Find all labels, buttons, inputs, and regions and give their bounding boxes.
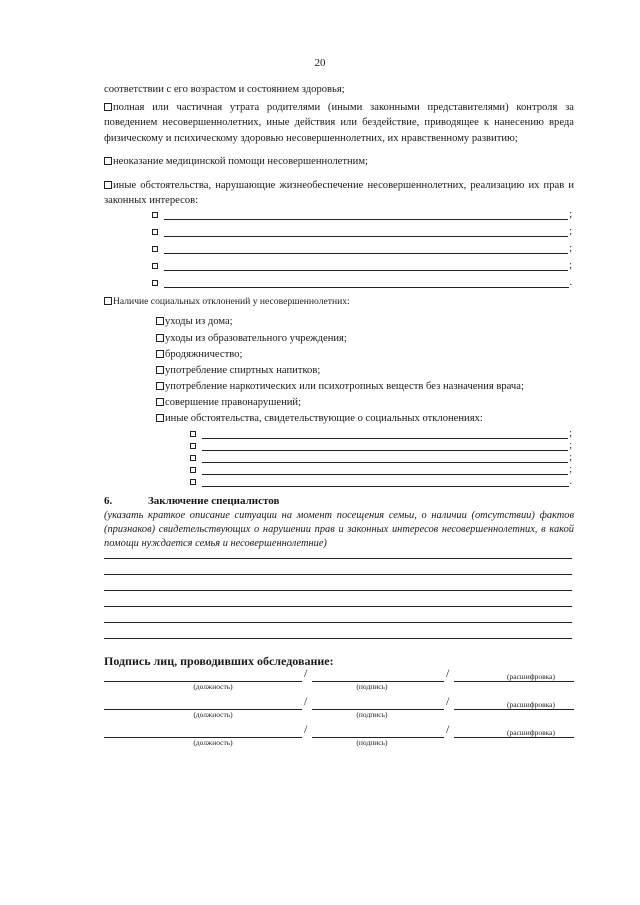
- position-field[interactable]: [104, 725, 302, 738]
- line-ending: .: [569, 476, 572, 487]
- page-number: 20: [314, 57, 326, 69]
- blank-line[interactable]: [164, 260, 568, 271]
- caption-decoding: (расшифровка): [507, 700, 555, 709]
- line-ending: ;: [569, 464, 572, 475]
- blank-line[interactable]: [164, 277, 569, 288]
- separator: /: [304, 722, 308, 736]
- conclusion-line[interactable]: [104, 558, 572, 559]
- line-ending: ;: [569, 226, 572, 237]
- conclusion-line[interactable]: [104, 606, 572, 607]
- caption-position: (должность): [193, 738, 233, 747]
- blank-line[interactable]: [164, 226, 568, 237]
- checkbox-paragraph-text: иные обстоятельства, нарушающие жизнеобеспечение несовершеннолетних, реализацию их прав и законных интересов:: [104, 180, 574, 207]
- checkbox[interactable]: [156, 382, 164, 390]
- checkbox-paragraph-other-circumstances: [104, 178, 574, 209]
- social-deviations-heading: Наличие социальных отклонений у несовершеннолетних:: [113, 296, 350, 307]
- line-ending: .: [569, 277, 572, 288]
- list-item: [156, 331, 347, 346]
- checkbox[interactable]: [156, 317, 164, 325]
- checkbox-social-deviations[interactable]: [104, 297, 112, 305]
- list-item: [156, 347, 242, 362]
- list-item-label: употребление наркотических или психотропных веществ без назначения врача;: [165, 381, 524, 392]
- blank-line-item: [152, 274, 572, 288]
- line-ending: ;: [569, 243, 572, 254]
- checkbox[interactable]: [190, 479, 196, 485]
- list-item-label: совершение правонарушений;: [165, 397, 302, 408]
- checkbox[interactable]: [156, 334, 164, 342]
- signatures-title: Подпись лиц, проводивших обследование:: [104, 654, 334, 668]
- checkbox[interactable]: [152, 263, 158, 269]
- checkbox[interactable]: [152, 212, 158, 218]
- caption-signature: (подпись): [356, 682, 388, 691]
- section-number: 6.: [104, 495, 113, 507]
- blank-line-item: [152, 223, 572, 237]
- separator: /: [446, 666, 450, 680]
- checkbox[interactable]: [156, 398, 164, 406]
- checkbox[interactable]: [152, 246, 158, 252]
- checkbox[interactable]: [156, 366, 164, 374]
- position-field[interactable]: [104, 697, 302, 710]
- caption-signature: (подпись): [356, 710, 388, 719]
- conclusion-line[interactable]: [104, 590, 572, 591]
- conclusion-line[interactable]: [104, 622, 572, 623]
- list-item-label: употребление спиртных напитков;: [165, 365, 321, 376]
- line-ending: ;: [569, 209, 572, 220]
- blank-line[interactable]: [202, 476, 569, 487]
- blank-line-item: [152, 257, 572, 271]
- line-ending: ;: [569, 452, 572, 463]
- signature-field[interactable]: [312, 697, 444, 710]
- list-item-label: уходы из дома;: [165, 316, 233, 327]
- checkbox[interactable]: [156, 414, 164, 422]
- list-item: [156, 314, 233, 329]
- signature-row: [104, 722, 574, 751]
- blank-line[interactable]: [164, 243, 568, 254]
- caption-position: (должность): [193, 710, 233, 719]
- conclusion-line[interactable]: [104, 574, 572, 575]
- blank-line-item: [152, 240, 572, 254]
- signature-field[interactable]: [312, 725, 444, 738]
- checkbox-other-circumstances[interactable]: [104, 181, 112, 189]
- line-ending: ;: [569, 260, 572, 271]
- checkbox[interactable]: [152, 280, 158, 286]
- blank-line[interactable]: [164, 209, 568, 220]
- section-title: Заключение специалистов: [148, 495, 280, 507]
- caption-decoding: (расшифровка): [507, 672, 555, 681]
- checkbox[interactable]: [152, 229, 158, 235]
- separator: /: [446, 722, 450, 736]
- checkbox-paragraph-no-medical-help: [104, 154, 574, 169]
- blank-line-item: [152, 206, 572, 220]
- list-item: [156, 395, 301, 410]
- checkbox-paragraph-control-loss: [104, 100, 574, 146]
- checkbox-paragraph-text: полная или частичная утрата родителями (иными законными представителями) контроля за поведением несовершеннолетних, иные действия или бездействие, приводящее к нанесению вреда физическому и психическому здоровью несовершеннолетних, их нравственному развитию;: [104, 102, 574, 144]
- separator: /: [304, 666, 308, 680]
- separator: /: [446, 694, 450, 708]
- checkbox-paragraph-text: неоказание медицинской помощи несовершеннолетним;: [113, 156, 368, 167]
- conclusion-line[interactable]: [104, 638, 572, 639]
- section-instruction: (указать краткое описание ситуации на момент посещения семьи, о наличии (отсутствии) фактов (признаков) свидетельствующих о нарушении прав и законных интересов несовершеннолетних, в какой помощи нуждается семья и несовершеннолетние): [104, 510, 574, 550]
- blank-line-item: [190, 473, 572, 487]
- line-ending: ;: [569, 428, 572, 439]
- caption-position: (должность): [193, 682, 233, 691]
- list-item-label: уходы из образовательного учреждения;: [165, 333, 347, 344]
- checkbox[interactable]: [156, 350, 164, 358]
- caption-signature: (подпись): [356, 738, 388, 747]
- checkbox-no-medical-help[interactable]: [104, 157, 112, 165]
- signature-row: [104, 666, 574, 695]
- section-heading: [104, 494, 279, 510]
- intro-continuation: соответствии с его возрастом и состоянием здоровья;: [104, 84, 345, 95]
- list-item-label: иные обстоятельства, свидетельствующие о социальных отклонениях:: [165, 413, 483, 424]
- position-field[interactable]: [104, 669, 302, 682]
- list-item: [156, 379, 524, 394]
- separator: /: [304, 694, 308, 708]
- signature-row: [104, 694, 574, 723]
- signature-field[interactable]: [312, 669, 444, 682]
- line-ending: ;: [569, 440, 572, 451]
- list-item-label: бродяжничество;: [165, 349, 243, 360]
- checkbox-control-loss[interactable]: [104, 103, 112, 111]
- caption-decoding: (расшифровка): [507, 728, 555, 737]
- social-deviations-heading-row: [104, 295, 574, 309]
- list-item: [156, 363, 320, 378]
